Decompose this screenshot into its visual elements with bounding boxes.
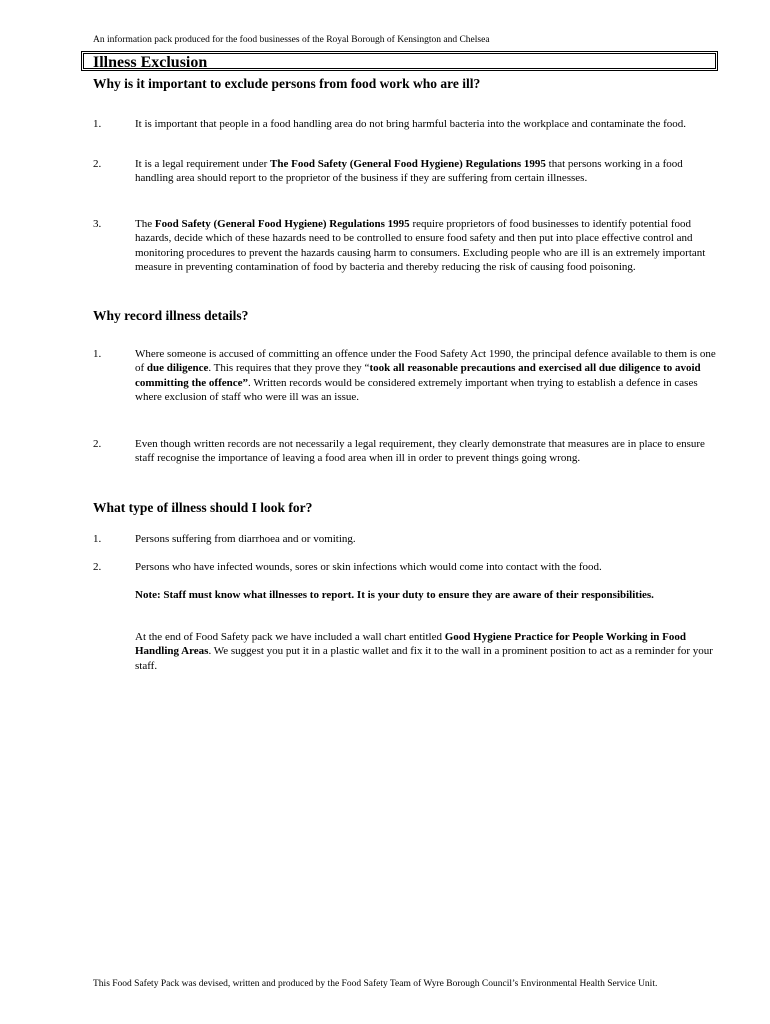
text-run: that persons working in a food handling area should report to the proprietor of the business if they are suffering from certain illnesses. [135,158,683,185]
staff-note: Note: Staff must know what illnesses to report. It is your duty to ensure they are aware of their responsibilities. [135,589,654,601]
page-footer: This Food Safety Pack was devised, written and produced by the Food Safety Team of Wyre Borough Council’s Environmental Health Service Unit. [93,979,658,989]
section-heading-why-record: Why record illness details? [93,308,249,323]
list-number: 3. [93,218,102,230]
text-run: The [135,218,155,230]
section-heading-why-exclude: Why is it important to exclude persons from food work who are ill? [93,76,481,91]
list-item-text: Persons who have infected wounds, sores or skin infections which would come into contact with the food. [135,561,602,573]
list-item-text: Even though written records are not necessarily a legal requirement, they clearly demonstrate that measures are in place to ensure staff recognise the importance of leaving a food area when ill in order to prevent things going wrong. [135,438,705,465]
list-number: 1. [93,348,102,360]
list-item-text [135,347,720,404]
regulation-name: Food Safety (General Food Hygiene) Regulations 1995 [154,218,410,230]
list-number: 1. [93,533,102,545]
section-heading-illness-type: What type of illness should I look for? [93,500,313,515]
quoted-defence: took all reasonable precautions and exercised all due diligence to avoid committing the offence” [135,362,701,389]
text-run: . Written records would be considered extremely important when trying to establish a defence in cases where exclusion of staff who were ill was an issue. [135,376,698,403]
text-run: . We suggest you put it in a plastic wallet and fix it to the wall in a prominent position to act as a reminder for your staff. [135,645,713,672]
list-number: 2. [93,438,102,450]
list-number: 2. [93,158,102,170]
text-run: require proprietors of food businesses to identify potential food hazards, decide which of these hazards need to be controlled to ensure food safety and then put into place effective control and monitoring procedures to prevent the hazards causing harm to consumers. Excluding people who are ill is an extremely important measure in preventing contamination of food by bacteria and thereby reducing the risk of causing food poisoning. [135,218,706,273]
page-header: An information pack produced for the food businesses of the Royal Borough of Kensington and Chelsea [93,35,490,45]
page-title: Illness Exclusion [93,54,208,71]
list-item-text [135,217,720,274]
list-item-text: It is important that people in a food handling area do not bring harmful bacteria into the workplace and contaminate the food. [135,118,687,130]
wall-chart-title: Good Hygiene Practice for People Working in Food Handling Areas [135,631,687,658]
list-item-text: Persons suffering from diarrhoea and or vomiting. [135,533,356,545]
regulation-name: The Food Safety (General Food Hygiene) Regulations 1995 [270,158,546,170]
due-diligence-term: due diligence [146,362,209,375]
list-item-text [135,157,720,186]
closing-paragraph [135,630,720,673]
list-number: 1. [93,118,102,130]
text-run: . This requires that they prove they “ [208,362,370,375]
title-box [81,51,718,71]
text-run: It is a legal requirement under [135,158,271,170]
text-run: At the end of Food Safety pack we have included a wall chart entitled [135,631,445,643]
text-run: Where someone is accused of committing an offence under the Food Safety Act 1990, the principal defence available to them is one of [135,348,716,375]
list-number: 2. [93,561,102,573]
